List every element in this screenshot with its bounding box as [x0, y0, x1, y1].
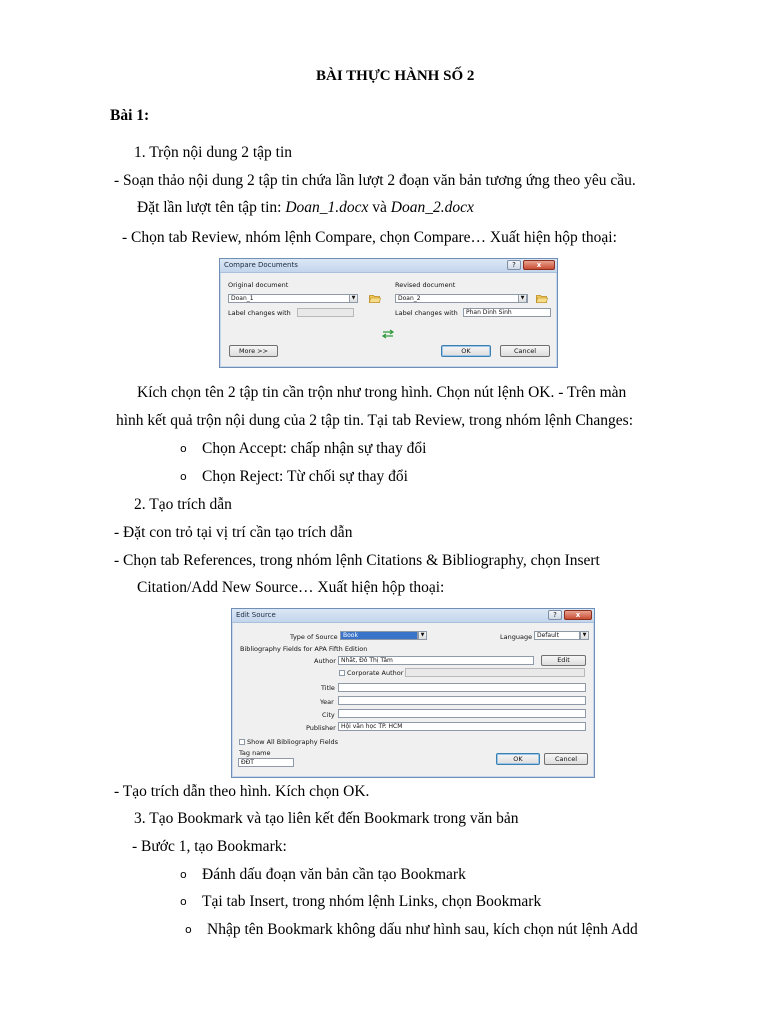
- page-title: BÀI THỰC HÀNH SỐ 2: [316, 68, 475, 84]
- title-label: Title: [321, 684, 335, 692]
- type-of-source-label: Type of Source: [290, 633, 338, 641]
- bullet-item-accept: [180, 439, 427, 459]
- edit-source-dialog: [231, 608, 595, 778]
- revised-label-changes-field[interactable]: Phan Dinh Sinh: [463, 308, 551, 317]
- compare-documents-dialog: [219, 258, 558, 368]
- original-label-changes-field: [297, 308, 354, 317]
- corporate-author-checkbox[interactable]: [339, 670, 345, 676]
- item-citation-heading: 2. Tạo trích dẫn: [134, 496, 232, 513]
- label-changes-with-label: Label changes with: [228, 309, 291, 317]
- chevron-down-icon[interactable]: ▼: [349, 294, 358, 303]
- chevron-down-icon[interactable]: ▼: [418, 631, 427, 640]
- paragraph-line: Citation/Add New Source… Xuất hiện hộp thoại:: [137, 579, 445, 596]
- paragraph-line: - Chọn tab References, trong nhóm lệnh Citations & Bibliography, chọn Insert: [114, 552, 600, 569]
- chevron-down-icon[interactable]: ▼: [580, 631, 589, 640]
- paragraph-line: Kích chọn tên 2 tập tin cần trộn như trong hình. Chọn nút lệnh OK. - Trên màn: [137, 384, 627, 401]
- text-run: và: [368, 199, 391, 216]
- close-button[interactable]: x: [523, 260, 555, 270]
- city-label: City: [322, 711, 335, 719]
- paragraph-line: hình kết quả trộn nội dung của 2 tập tin. Tại tab Review, trong nhóm lệnh Changes:: [116, 412, 634, 429]
- dialog-titlebar: [232, 609, 594, 623]
- city-field[interactable]: [338, 709, 586, 718]
- original-document-combobox[interactable]: Doan_1: [228, 294, 355, 303]
- bullet-text: Đánh dấu đoạn văn bản cần tạo Bookmark: [202, 866, 466, 883]
- bullet-icon: o: [180, 895, 187, 908]
- paragraph-line: - Tạo trích dẫn theo hình. Kích chọn OK.: [114, 783, 370, 800]
- tag-name-field[interactable]: ĐĐT: [238, 758, 294, 767]
- close-button[interactable]: x: [564, 610, 592, 620]
- swap-documents-icon[interactable]: [381, 329, 395, 339]
- bullet-icon: o: [180, 442, 187, 455]
- corporate-author-field: [405, 668, 585, 677]
- dialog-title: Edit Source: [236, 611, 276, 619]
- year-label: Year: [320, 698, 334, 706]
- bullet-icon: o: [180, 868, 187, 881]
- dialog-titlebar: [220, 259, 557, 273]
- paragraph-line: - Đặt con trỏ tại vị trí cần tạo trích dẫn: [114, 524, 353, 541]
- filename-1: Doan_1.docx: [285, 199, 369, 216]
- show-all-fields-label: Show All Bibliography Fields: [247, 738, 339, 746]
- tag-name-label: Tag name: [239, 749, 271, 757]
- folder-open-icon[interactable]: [369, 294, 381, 303]
- publisher-field[interactable]: Hội văn học TP. HCM: [338, 722, 586, 731]
- corporate-author-label: Corporate Author: [347, 669, 404, 677]
- paragraph-line-filenames: [137, 198, 474, 218]
- section-heading: Bài 1:: [110, 107, 150, 124]
- item-merge-heading: 1. Trộn nội dung 2 tập tin: [134, 144, 293, 161]
- author-label: Author: [314, 657, 336, 665]
- revised-document-label: Revised document: [395, 281, 456, 289]
- bullet-item: [180, 892, 541, 912]
- title-field[interactable]: [338, 683, 586, 692]
- label-changes-with-label: Label changes with: [395, 309, 458, 317]
- dialog-title: Compare Documents: [224, 261, 298, 269]
- bullet-text: Chọn Reject: Từ chối sự thay đổi: [202, 468, 408, 485]
- cancel-button[interactable]: Cancel: [544, 753, 588, 765]
- language-label: Language: [500, 633, 533, 641]
- original-document-label: Original document: [228, 281, 289, 289]
- bullet-item: [180, 865, 466, 885]
- bullet-icon: o: [180, 470, 187, 483]
- bullet-icon: o: [185, 923, 192, 936]
- bullet-text: Tại tab Insert, trong nhóm lệnh Links, chọn Bookmark: [202, 893, 542, 910]
- author-field[interactable]: Nhất, Đỗ Thị Tâm: [338, 656, 534, 665]
- paragraph-line: - Chọn tab Review, nhóm lệnh Compare, chọn Compare… Xuất hiện hộp thoại:: [122, 229, 617, 246]
- ok-button[interactable]: OK: [441, 345, 491, 357]
- revised-document-combobox[interactable]: Doan_2: [395, 294, 528, 303]
- language-combobox[interactable]: Default: [534, 631, 580, 640]
- bullet-text: Chọn Accept: chấp nhận sự thay đổi: [202, 440, 427, 457]
- paragraph-line: - Bước 1, tạo Bookmark:: [132, 838, 287, 855]
- publisher-label: Publisher: [306, 724, 336, 732]
- more-button[interactable]: More >>: [229, 345, 278, 357]
- paragraph-line: - Soạn thảo nội dung 2 tập tin chứa lần lượt 2 đoạn văn bản tương ứng theo yêu cầu.: [114, 172, 636, 189]
- edit-author-button[interactable]: Edit: [541, 655, 586, 666]
- year-field[interactable]: [338, 696, 586, 705]
- type-of-source-combobox[interactable]: Book: [340, 631, 418, 640]
- item-bookmark-heading: 3. Tạo Bookmark và tạo liên kết đến Bookmark trong văn bản: [134, 810, 519, 827]
- ok-button[interactable]: OK: [496, 753, 540, 765]
- folder-open-icon[interactable]: [536, 294, 548, 303]
- help-button[interactable]: ?: [507, 260, 521, 270]
- text-run: Đặt lần lượt tên tập tin:: [137, 199, 286, 216]
- filename-2: Doan_2.docx: [390, 199, 474, 216]
- show-all-fields-checkbox[interactable]: [239, 739, 245, 745]
- bullet-text: Nhập tên Bookmark không dấu như hình sau, kích chọn nút lệnh Add: [207, 921, 638, 938]
- help-button[interactable]: ?: [548, 610, 562, 620]
- cancel-button[interactable]: Cancel: [500, 345, 550, 357]
- fields-heading: Bibliography Fields for APA Fifth Edition: [240, 645, 368, 653]
- bullet-item: [185, 920, 638, 940]
- chevron-down-icon[interactable]: ▼: [518, 294, 527, 303]
- bullet-item-reject: [180, 467, 408, 487]
